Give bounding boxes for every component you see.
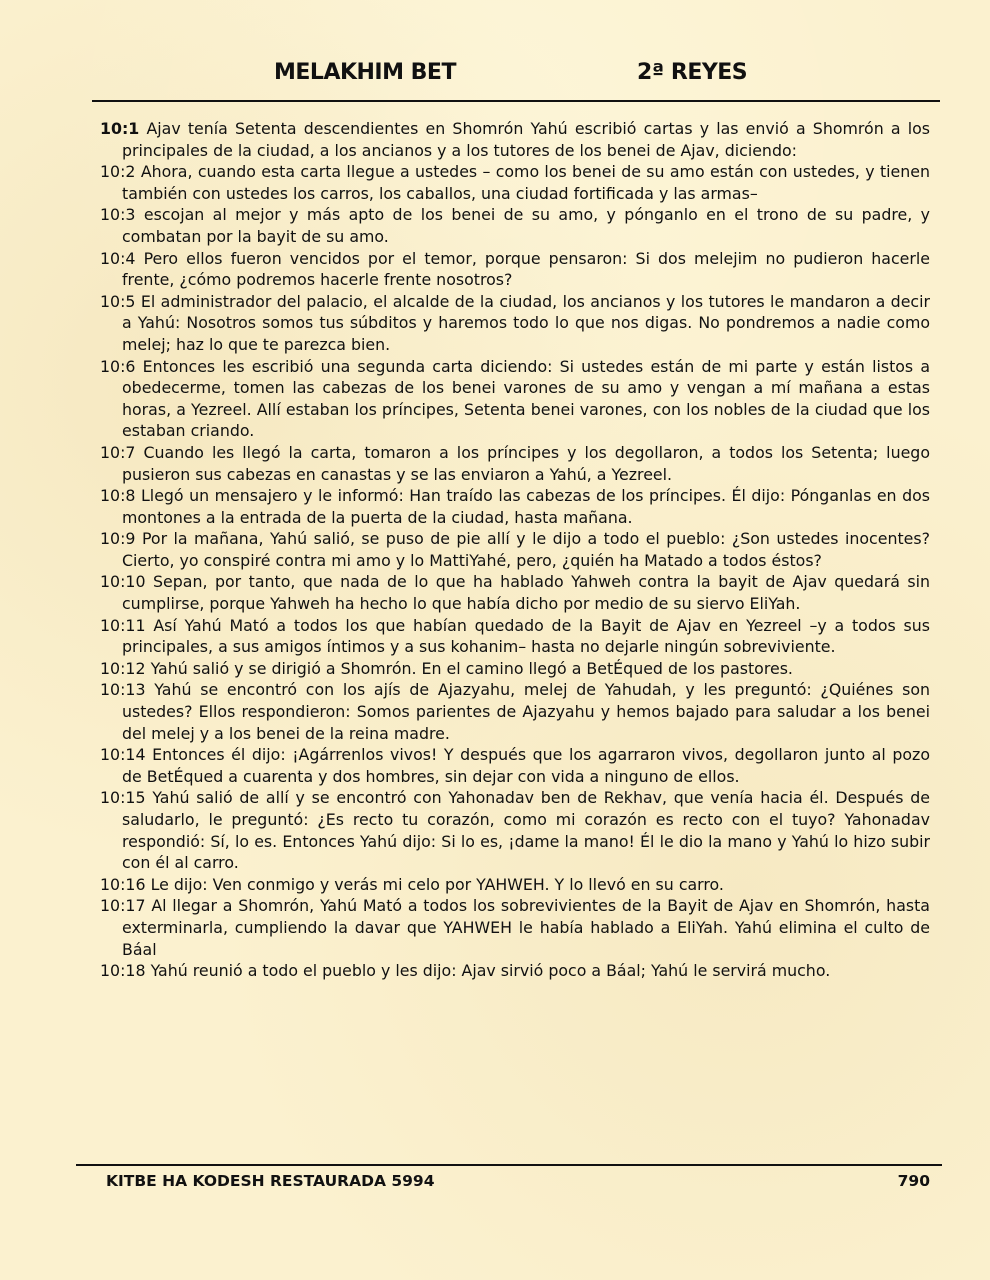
verse-ref: 10:1	[100, 119, 140, 138]
verse	[100, 291, 930, 356]
verse-text: escojan al mejor y más apto de los benei de su amo, y pónganlo en el trono de su padre, y combatan por la bayit de su amo.	[122, 205, 930, 246]
verse-text: Le dijo: Ven conmigo y verás mi celo por YAHWEH. Y lo llevó en su carro.	[150, 874, 724, 894]
verse-ref: 10:18	[100, 961, 146, 981]
verse-ref: 10:16	[100, 874, 146, 894]
book-title-hebrew: MELAKHIM BET	[274, 60, 456, 85]
verse	[100, 442, 930, 485]
verse-ref: 10:13	[100, 680, 146, 700]
verse-ref: 10:14	[100, 745, 146, 765]
verse	[100, 960, 930, 982]
verse	[100, 528, 930, 571]
verse-text: Llegó un mensajero y le informó: Han traído las cabezas de los príncipes. Él dijo: Pónganlas en dos montones a la entrada de la puerta de la ciudad, hasta mañana.	[122, 486, 930, 527]
verse	[100, 658, 930, 680]
verse-ref: 10:17	[100, 896, 146, 916]
footer-title: KITBE HA KODESH RESTAURADA 5994	[106, 1172, 435, 1190]
verse	[100, 615, 930, 658]
page-header	[92, 56, 940, 102]
verse-ref: 10:12	[100, 658, 146, 678]
verse	[100, 571, 930, 614]
verse-text: Yahú reunió a todo el pueblo y les dijo: Ajav sirvió poco a Báal; Yahú le servirá mucho.	[150, 961, 831, 981]
book-title-spanish: 2ª REYES	[637, 60, 748, 85]
verse-ref: 10:4	[100, 248, 136, 268]
page-footer	[76, 1164, 942, 1206]
verse-text: Entonces les escribió una segunda carta diciendo: Si ustedes están de mi parte y están listos a obedecerme, tomen las cabezas de los benei varones de su amo y vengan a mí mañana a estas horas, a Yezreel. Allí estaban los príncipes, Setenta benei varones, con los nobles de la ciudad que los estaban criando.	[122, 356, 930, 441]
verse-list	[100, 118, 930, 982]
page-number: 790	[897, 1172, 930, 1190]
verse-text: Yahú salió de allí y se encontró con Yahonadav ben de Rekhav, que venía hacia él. Después de saludarlo, le preguntó: ¿Es recto tu corazón, como mi corazón es recto con el tuyo? Yahonadav respondió: Sí, lo es. Entonces Yahú dijo: Si lo es, ¡dame la mano! Él le dio la mano y Yahú lo hizo subir con él al carro.	[122, 788, 930, 873]
verse	[100, 356, 930, 442]
verse-text: Sepan, por tanto, que nada de lo que ha hablado Yahweh contra la bayit de Ajav quedará sin cumplirse, porque Yahweh ha hecho lo que había dicho por medio de su siervo EliYah.	[122, 572, 930, 614]
verse-ref: 10:5	[100, 291, 136, 311]
verse	[100, 895, 930, 960]
verse-text: El administrador del palacio, el alcalde de la ciudad, los ancianos y los tutores le mandaron a decir a Yahú: Nosotros somos tus súbditos y haremos todo lo que nos digas. No pondremos a nadie como melej; haz lo que te parezca bien.	[122, 291, 930, 354]
verse	[100, 679, 930, 744]
verse	[100, 485, 930, 528]
verse-text: Entonces él dijo: ¡Agárrenlos vivos! Y después que los agarraron vivos, degollaron junto al pozo de BetÉqued a cuarenta y dos hombres, sin dejar con vida a ninguno de ellos.	[122, 745, 930, 786]
verse-ref: 10:3	[100, 205, 136, 225]
verse	[100, 118, 930, 161]
verse	[100, 787, 930, 873]
verse	[100, 161, 930, 204]
verse-text: Yahú salió y se dirigió a Shomrón. En el camino llegó a BetÉqued de los pastores.	[150, 658, 793, 678]
verse-ref: 10:6	[100, 356, 136, 376]
verse-text: Ajav tenía Setenta descendientes en Shomrón Yahú escribió cartas y las envió a Shomrón a los principales de la ciudad, a los ancianos y a los tutores de los benei de Ajav, diciendo:	[122, 119, 930, 160]
verse-ref: 10:2	[100, 162, 136, 182]
verse-ref: 10:8	[100, 486, 136, 506]
verse	[100, 874, 930, 896]
verse-ref: 10:10	[100, 572, 146, 592]
verse	[100, 204, 930, 247]
verse-ref: 10:11	[100, 615, 146, 635]
verse-ref: 10:7	[100, 442, 136, 462]
verse-text: Yahú se encontró con los ajís de Ajazyahu, melej de Yahudah, y les preguntó: ¿Quiénes son ustedes? Ellos respondieron: Somos parientes de Ajazyahu y hemos bajado para saludar a los benei del melej y a los benei de la reina madre.	[122, 680, 930, 743]
verse-text: Al llegar a Shomrón, Yahú Mató a todos los sobrevivientes de la Bayit de Ajav en Shomrón, hasta exterminarla, cumpliendo la davar que YAHWEH le había hablado a EliYah. Yahú elimina el culto de Báal	[122, 896, 930, 959]
verse-ref: 10:15	[100, 788, 146, 808]
verse-text: Pero ellos fueron vencidos por el temor, porque pensaron: Si dos melejim no pudieron hacerle frente, ¿cómo podremos hacerle frente nosotros?	[122, 248, 930, 290]
verse-text: Por la mañana, Yahú salió, se puso de pie allí y le dijo a todo el pueblo: ¿Son ustedes inocentes? Cierto, yo conspiré contra mi amo y lo MattiYahé, pero, ¿quién ha Matado a todos éstos?	[122, 529, 930, 570]
verse-text: Ahora, cuando esta carta llegue a ustedes – como los benei de su amo están con ustedes, y tienen también con ustedes los carros, los caballos, una ciudad fortificada y las armas–	[122, 162, 930, 203]
verse-text: Así Yahú Mató a todos los que habían quedado de la Bayit de Ajav en Yezreel –y a todos sus principales, a sus amigos íntimos y a sus kohanim– hasta no dejarle ningún sobreviviente.	[122, 615, 930, 657]
verse	[100, 744, 930, 787]
verse	[100, 248, 930, 291]
verse-text: Cuando les llegó la carta, tomaron a los príncipes y los degollaron, a todos los Setenta; luego pusieron sus cabezas en canastas y se las enviaron a Yahú, a Yezreel.	[122, 442, 930, 484]
verse-ref: 10:9	[100, 529, 136, 549]
